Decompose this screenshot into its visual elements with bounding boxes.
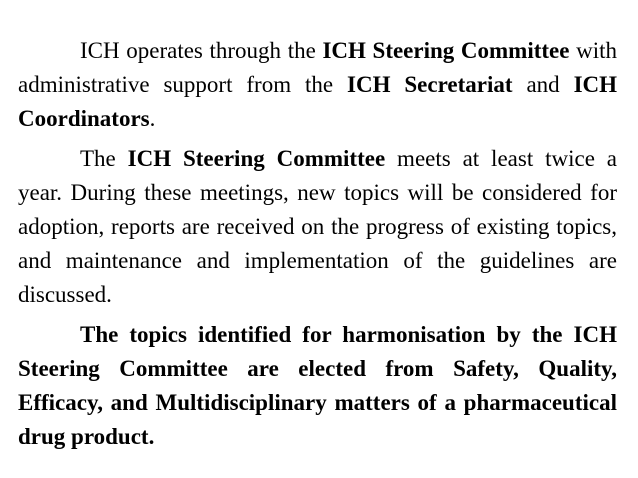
paragraph-ich-operations xyxy=(18,34,617,136)
slide-content xyxy=(18,34,617,460)
text-segment: ICH operates through the xyxy=(80,38,323,63)
paragraph-harmonisation-topics xyxy=(18,318,617,454)
text-segment: The xyxy=(80,146,128,171)
term-ich-secretariat: ICH Secretariat xyxy=(347,72,513,97)
text-segment: The topics identified for harmonisation by the ICH Steering Committee are elected from Safety, Quality, Efficacy, and Multidisciplinary matters of a pharmaceutical drug product. xyxy=(18,322,617,449)
term-ich-steering-committee: ICH Steering Committee xyxy=(127,146,386,171)
term-ich-steering-committee: ICH Steering Committee xyxy=(322,38,570,63)
paragraph-steering-committee-meetings xyxy=(18,142,617,312)
term-ich-coordinators: ICH Coordinators xyxy=(18,72,618,131)
text-segment: and xyxy=(512,72,574,97)
text-segment: meets at least twice a year. During these meetings, new topics will be considered for adoption, reports are received on the progress of existing topics, and maintenance and implementation of the guidelines are discussed. xyxy=(18,146,617,307)
text-segment: . xyxy=(149,106,156,131)
text-segment: with administrative support from the xyxy=(18,38,618,97)
